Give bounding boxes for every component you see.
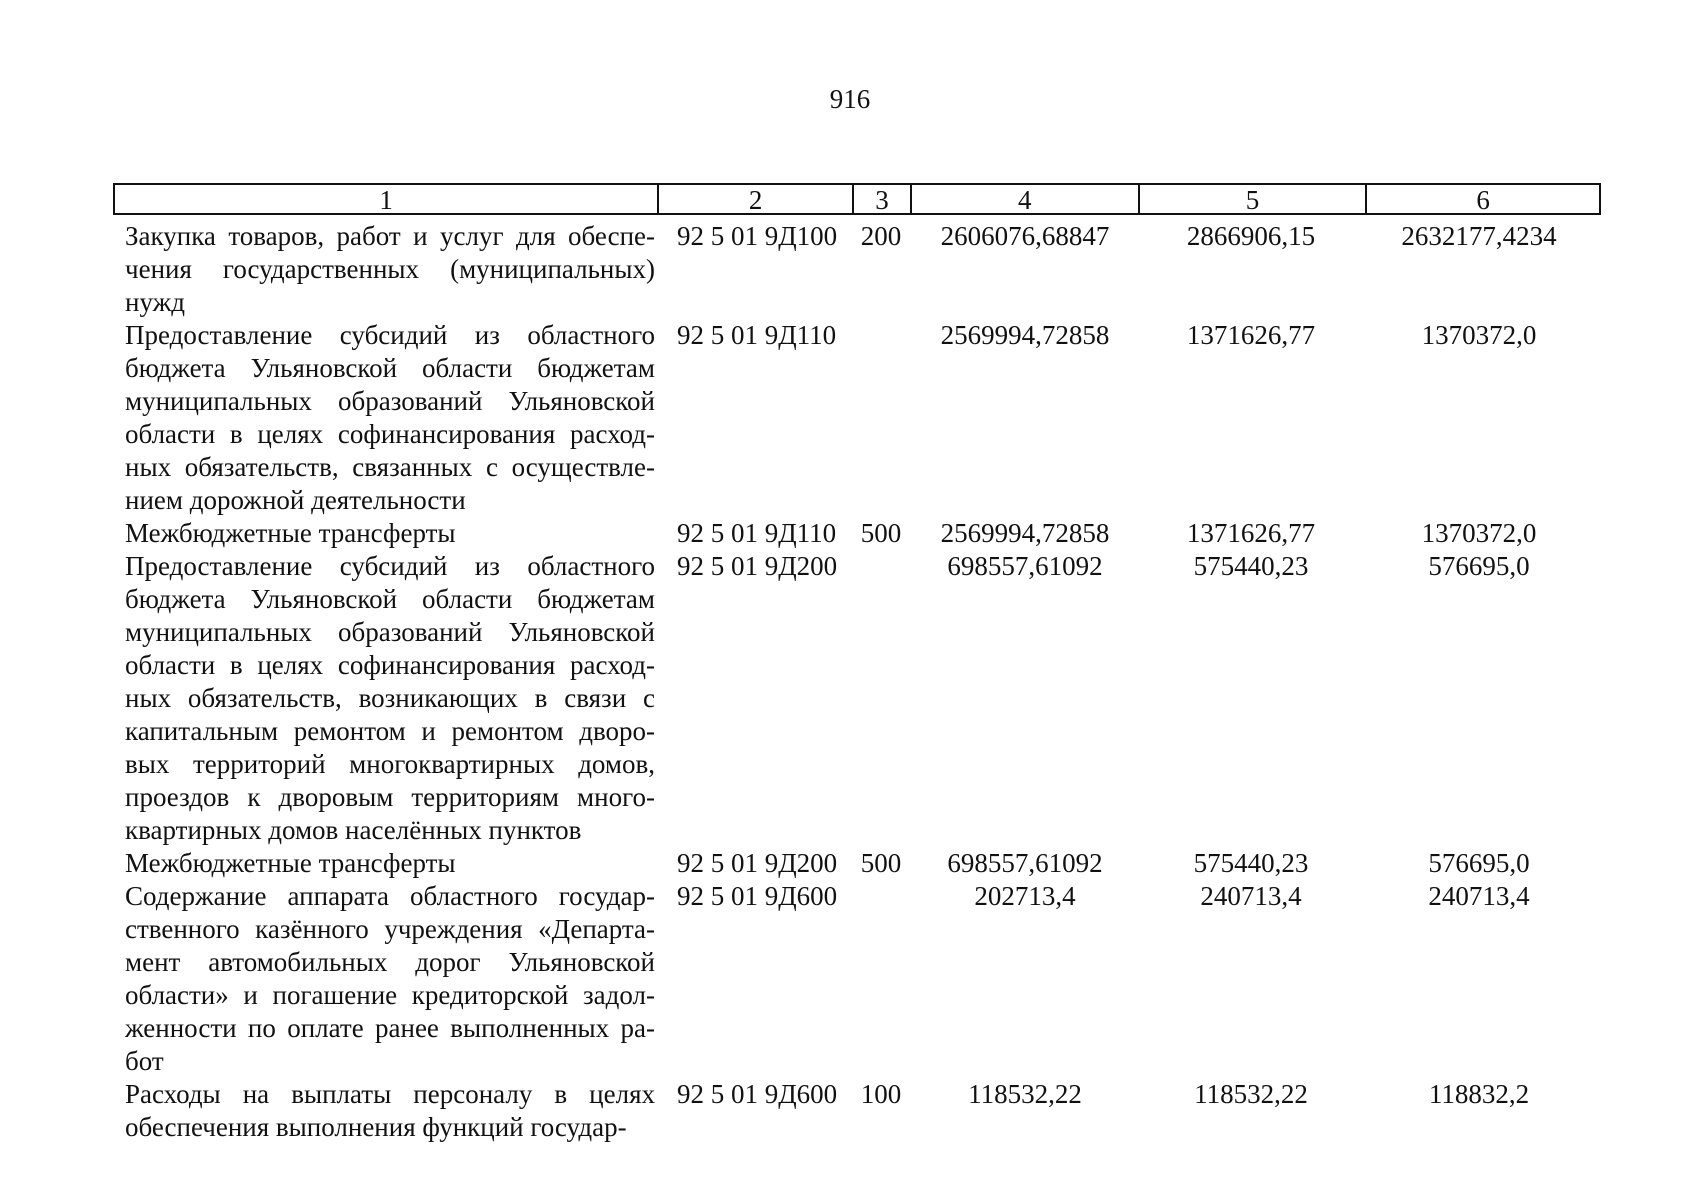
row-value-4: 118532,22 [968, 1079, 1082, 1109]
row-name-line: Предоставление субсидий из областного [125, 320, 655, 350]
row-name-line: Межбюджетные трансферты [125, 848, 456, 878]
row-name-line: обеспечения выполнения функций государ- [125, 1112, 627, 1142]
row-name [125, 1078, 655, 1144]
table-row [125, 220, 1615, 319]
row-name [125, 220, 655, 319]
row-name-line: ных обязательств, возникающих в связи с [125, 683, 655, 713]
row-name-line: бюджета Ульяновской области бюджетам [125, 353, 655, 383]
row-name [125, 550, 655, 847]
row-value-4: 698557,61092 [947, 848, 1103, 878]
row-value-5: 575440,23 [1193, 848, 1309, 878]
row-name-line: бюджета Ульяновской области бюджетам [125, 584, 655, 614]
row-code: 92 5 01 9Д100 [677, 221, 838, 251]
row-name-line: Содержание аппарата областного государ- [125, 881, 655, 911]
row-value-5: 1371626,77 [1186, 518, 1316, 548]
row-vr: 200 [860, 221, 902, 251]
row-name-line: муниципальных образований Ульяновской [125, 617, 655, 647]
row-name-line: области» и погашение кредиторской задол- [125, 980, 655, 1010]
row-value-6: 576695,0 [1428, 848, 1530, 878]
header-cell-3: 3 [854, 185, 912, 213]
header-cell-1: 1 [115, 185, 659, 213]
row-name-line: Предоставление субсидий из областного [125, 551, 655, 581]
row-name-line: области в целях софинансирования расход- [125, 419, 655, 449]
row-name-line: области в целях софинансирования расход- [125, 650, 655, 680]
row-vr: 500 [860, 848, 902, 878]
table-row [125, 1078, 1615, 1144]
row-name-line: Расходы на выплаты персоналу в целях [125, 1079, 655, 1109]
row-name-line: бот [125, 1046, 164, 1076]
row-value-5: 1371626,77 [1186, 320, 1316, 350]
table-row [125, 880, 1615, 1078]
row-code: 92 5 01 9Д600 [677, 881, 838, 911]
row-name-line: муниципальных образований Ульяновской [125, 386, 655, 416]
header-cell-6: 6 [1476, 185, 1490, 215]
header-cell-4: 4 [912, 185, 1140, 213]
table-body [125, 220, 1615, 1144]
row-value-5: 2866906,15 [1186, 221, 1316, 251]
row-value-4: 2569994,72858 [940, 518, 1110, 548]
row-value-6: 2632177,4234 [1401, 221, 1557, 251]
row-name [125, 880, 655, 1078]
row-value-5: 575440,23 [1193, 551, 1309, 581]
header-cell-5: 5 [1140, 185, 1368, 213]
row-value-4: 2569994,72858 [940, 320, 1110, 350]
row-name-line: мент автомобильных дорог Ульяновской [125, 947, 655, 977]
row-vr: 100 [860, 1079, 902, 1109]
row-code: 92 5 01 9Д200 [677, 848, 838, 878]
row-name-line: проездов к дворовым территориям много- [125, 782, 655, 812]
row-name-line: квартирных домов населённых пунктов [125, 815, 582, 845]
row-name [125, 847, 655, 880]
row-code: 92 5 01 9Д110 [677, 518, 837, 548]
row-name-line: ственного казённого учреждения «Департа- [125, 914, 655, 944]
row-vr: 500 [860, 518, 902, 548]
row-name-line: вых территорий многоквартирных домов, [125, 749, 655, 779]
row-name-line: чения государственных (муниципальных) [125, 254, 655, 284]
row-name [125, 517, 655, 550]
page-number: 916 [829, 84, 871, 114]
row-name-line: нием дорожной деятельности [125, 485, 466, 515]
row-code: 92 5 01 9Д200 [677, 551, 838, 581]
row-name [125, 319, 655, 517]
row-value-6: 1370372,0 [1421, 518, 1537, 548]
table-row [125, 550, 1615, 847]
row-name-line: капитальным ремонтом и ремонтом дворо- [125, 716, 655, 746]
row-value-4: 202713,4 [974, 881, 1076, 911]
table-row [125, 517, 1615, 550]
header-cell-2: 2 [659, 185, 854, 213]
row-name-line: Закупка товаров, работ и услуг для обеспе- [125, 221, 655, 251]
row-value-6: 240713,4 [1428, 881, 1530, 911]
row-value-4: 2606076,68847 [940, 221, 1110, 251]
row-name-line: нужд [125, 287, 185, 317]
row-code: 92 5 01 9Д600 [677, 1079, 838, 1109]
table-row [125, 319, 1615, 517]
row-value-5: 118532,22 [1194, 1079, 1308, 1109]
table-row [125, 847, 1615, 880]
row-value-4: 698557,61092 [947, 551, 1103, 581]
row-name-line: Межбюджетные трансферты [125, 518, 456, 548]
row-value-6: 118832,2 [1428, 1079, 1530, 1109]
row-name-line: ных обязательств, связанных с осуществле- [125, 452, 655, 482]
row-name-line: женности по оплате ранее выполненных ра- [125, 1013, 655, 1043]
row-value-6: 576695,0 [1428, 551, 1530, 581]
row-code: 92 5 01 9Д110 [677, 320, 837, 350]
table-header [113, 183, 1601, 215]
row-value-5: 240713,4 [1200, 881, 1302, 911]
row-value-6: 1370372,0 [1421, 320, 1537, 350]
